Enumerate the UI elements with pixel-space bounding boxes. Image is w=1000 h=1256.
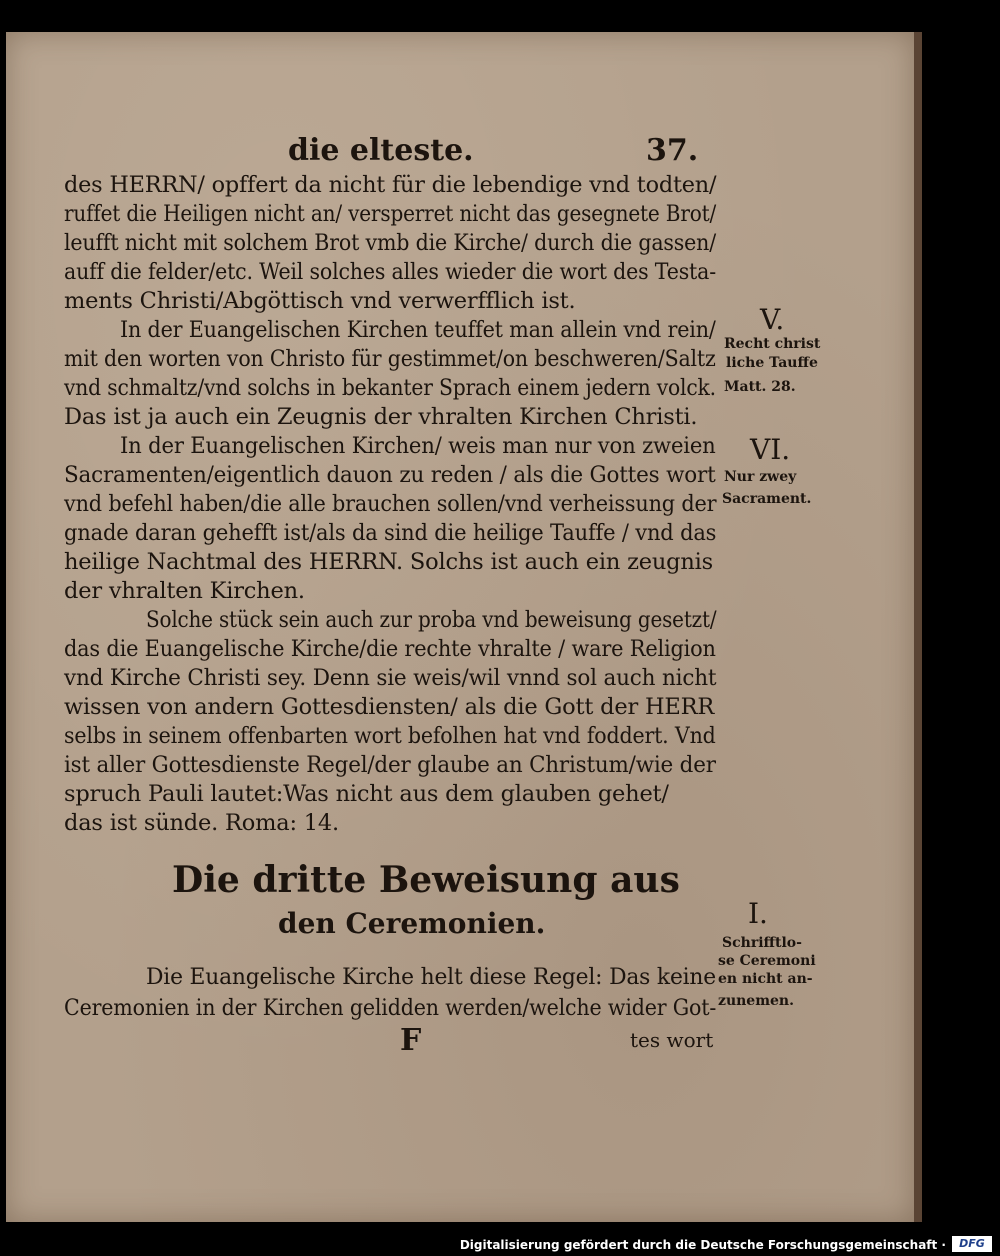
margin-note-line: zunemen. [718,993,794,1009]
margin-note-line: Schrifftlo- [722,935,802,951]
margin-note-line: Matt. 28. [724,379,796,395]
body-line: ruffet die Heiligen nicht an/ versperret nicht das gesegnete Brot/ [64,201,717,227]
page-number: 37. [646,133,699,168]
body-line: leufft nicht mit solchem Brot vmb die Kirche/ durch die gassen/ [64,230,716,256]
margin-numeral-vi: VI. [750,433,791,466]
body-line: Sacramenten/eigentlich dauon zu reden / als die Gottes wort [64,462,716,488]
body-line: Solche stück sein auch zur proba vnd beweisung gesetzt/ [146,607,717,633]
margin-note-line: en nicht an- [718,971,813,987]
body-line: auff die felder/etc. Weil solches alles wieder die wort des Testa- [64,259,716,285]
body-line: des HERRN/ opffert da nicht für die lebendige vnd todten/ [64,172,717,198]
margin-note-line: Nur zwey [724,469,797,485]
body-line: ist aller Gottesdienste Regel/der glaube an Christum/wie der [64,752,716,778]
body-line: wissen von andern Gottesdiensten/ als die Gott der HERR [64,694,715,720]
margin-note-line: liche Tauffe [726,355,818,371]
margin-note-line: se Ceremoni [718,953,816,969]
margin-note-line: Recht christ [724,336,821,352]
body-line: ments Christi/Abgöttisch vnd verwerfflich ist. [64,288,576,314]
dfg-logo: DFG [952,1236,992,1252]
body-line: heilige Nachtmal des HERRN. Solchs ist auch ein zeugnis [64,549,713,575]
body-line: vnd Kirche Christi sey. Denn sie weis/wil vnnd sol auch nicht [64,665,717,691]
body-line: mit den worten von Christo für gestimmet/on beschweren/Saltz [64,346,716,372]
body-line: Das ist ja auch ein Zeugnis der vhralten Kirchen Christi. [64,404,698,430]
body-line: vnd schmaltz/vnd solchs in bekanter Sprach einem jedern volck. [64,375,716,401]
signature-mark: F [400,1023,422,1058]
running-title: die elteste. [288,133,474,168]
section-subheading: den Ceremonien. [278,907,546,940]
body-line: spruch Pauli lautet:Was nicht aus dem glauben gehet/ [64,781,669,807]
margin-numeral-v: V. [760,303,785,336]
body-line: der vhralten Kirchen. [64,578,305,604]
body-line: vnd befehl haben/die alle brauchen sollen/vnd verheissung der [64,491,717,517]
body-line: das die Euangelische Kirche/die rechte vhralte / ware Religion [64,636,716,662]
catchword: tes wort [630,1028,714,1052]
section-heading: Die dritte Beweisung aus [172,859,680,901]
body-line: In der Euangelischen Kirchen teuffet man allein vnd rein/ [120,317,716,343]
body-line: gnade daran gehefft ist/als da sind die heilige Tauffe / vnd das [64,520,717,546]
body-line: das ist sünde. Roma: 14. [64,810,339,836]
page-edge [914,32,922,1222]
body-line: In der Euangelischen Kirchen/ weis man nur von zweien [120,433,716,459]
margin-numeral-i: I. [748,897,768,930]
funding-credit: Digitalisierung gefördert durch die Deutsche Forschungsgemeinschaft · [459,1238,946,1252]
body-line: Die Euangelische Kirche helt diese Regel: Das keine [146,964,717,990]
body-line: Ceremonien in der Kirchen gelidden werden/welche wider Got- [64,995,717,1021]
margin-note-line: Sacrament. [722,491,812,507]
body-line: selbs in seinem offenbarten wort befolhen hat vnd foddert. Vnd [64,723,716,749]
